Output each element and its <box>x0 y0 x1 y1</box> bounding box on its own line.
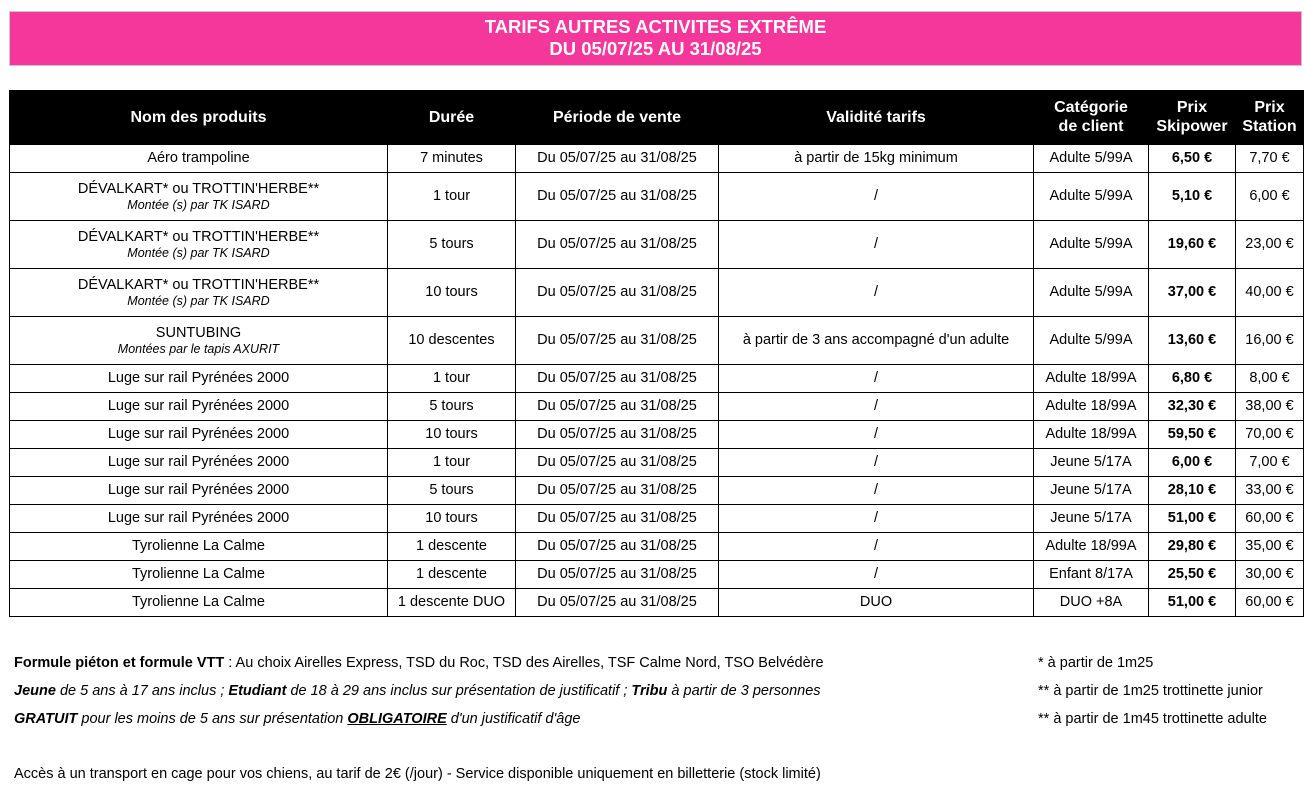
title-line-2: DU 05/07/25 AU 31/08/25 <box>549 38 762 59</box>
duration-value: 1 tour <box>432 370 471 386</box>
period-value: Du 05/07/25 au 31/08/25 <box>537 150 697 166</box>
cell-category <box>1034 393 1149 421</box>
table-row <box>10 365 1304 393</box>
validity-value: / <box>873 566 879 582</box>
cell-duration <box>388 421 516 449</box>
cell-skipower <box>1149 505 1236 533</box>
category-value: Adulte 5/99A <box>1049 236 1133 252</box>
validity-value: à partir de 15kg minimum <box>794 150 958 166</box>
validity-value: / <box>873 370 879 386</box>
product-value: DÉVALKART* ou TROTTIN'HERBE** <box>77 180 320 197</box>
cell-period <box>516 505 719 533</box>
table-header-row <box>10 90 1304 145</box>
note-dogs: Accès à un transport en cage pour vos chiens, au tarif de 2€ (/jour) - Service disponible uniquement en billetterie (stock limité) <box>14 766 821 782</box>
category-value: DUO +8A <box>1059 594 1123 610</box>
station-value: 6,00 € <box>1249 188 1290 204</box>
cell-period <box>516 561 719 589</box>
period-value: Du 05/07/25 au 31/08/25 <box>537 454 697 470</box>
duration-value: 5 tours <box>429 236 474 252</box>
duration-value: 5 tours <box>429 398 474 414</box>
station-value: 23,00 € <box>1245 236 1294 252</box>
validity-value: / <box>873 188 879 204</box>
cell-skipower <box>1149 561 1236 589</box>
category-value: Enfant 8/17A <box>1049 566 1133 582</box>
cell-category <box>1034 421 1149 449</box>
cell-duration <box>388 145 516 173</box>
footnote-2: ** à partir de 1m25 trottinette junior <box>1038 683 1263 699</box>
cell-period <box>516 365 719 393</box>
note-gratuit-end: d'un justificatif d'âge <box>446 711 581 727</box>
product-value: Tyrolienne La Calme <box>132 594 265 610</box>
table-row <box>10 505 1304 533</box>
note-formula <box>14 654 824 672</box>
period-value: Du 05/07/25 au 31/08/25 <box>537 426 697 442</box>
header-skipower-l2: Skipower <box>1156 118 1228 135</box>
station-value: 30,00 € <box>1245 566 1294 582</box>
cell-period <box>516 317 719 365</box>
note-tribu-bold: Tribu <box>631 683 668 699</box>
cell-validity <box>719 269 1034 317</box>
period-value: Du 05/07/25 au 31/08/25 <box>537 236 697 252</box>
footnote-1: * à partir de 1m25 <box>1038 655 1154 671</box>
cell-period <box>516 269 719 317</box>
note-etudiant-bold: Etudiant <box>228 683 287 699</box>
cell-period <box>516 145 719 173</box>
note-tribu-text: à partir de 3 personnes <box>667 683 821 699</box>
category-value: Adulte 5/99A <box>1049 284 1133 300</box>
category-value: Adulte 5/99A <box>1049 150 1133 166</box>
skipower-value: 59,50 € <box>1167 426 1217 442</box>
category-value: Adulte 18/99A <box>1045 538 1137 554</box>
period-value: Du 05/07/25 au 31/08/25 <box>537 370 697 386</box>
header-product: Nom des produits <box>10 90 388 145</box>
cell-product <box>10 317 388 365</box>
duration-value: 7 minutes <box>420 150 483 166</box>
duration-value: 5 tours <box>429 482 474 498</box>
duration-value: 1 descente DUO <box>397 594 506 610</box>
cell-period <box>516 589 719 617</box>
cell-product <box>10 505 388 533</box>
period-value: Du 05/07/25 au 31/08/25 <box>537 398 697 414</box>
station-value: 38,00 € <box>1245 398 1294 414</box>
cell-product <box>10 173 388 221</box>
cell-category <box>1034 145 1149 173</box>
cell-category <box>1034 589 1149 617</box>
cell-station <box>1236 173 1304 221</box>
duration-value: 10 descentes <box>408 332 495 348</box>
category-value: Adulte 5/99A <box>1049 188 1133 204</box>
cell-validity <box>719 393 1034 421</box>
station-value: 60,00 € <box>1245 510 1294 526</box>
validity-value: / <box>873 284 879 300</box>
title-line-1: TARIFS AUTRES ACTIVITES EXTRÊME <box>484 16 827 37</box>
category-value: Adulte 18/99A <box>1045 426 1137 442</box>
period-value: Du 05/07/25 au 31/08/25 <box>537 538 697 554</box>
cell-duration <box>388 533 516 561</box>
header-duration: Durée <box>388 90 516 145</box>
station-value: 33,00 € <box>1245 482 1294 498</box>
period-value: Du 05/07/25 au 31/08/25 <box>537 332 697 348</box>
skipower-value: 13,60 € <box>1167 332 1217 348</box>
cell-validity <box>719 589 1034 617</box>
product-value: Luge sur rail Pyrénées 2000 <box>107 482 290 498</box>
product-value: Tyrolienne La Calme <box>132 566 265 582</box>
cell-period <box>516 221 719 269</box>
cell-product <box>10 365 388 393</box>
cell-skipower <box>1149 173 1236 221</box>
cell-validity <box>719 449 1034 477</box>
cell-validity <box>719 505 1034 533</box>
cell-station <box>1236 533 1304 561</box>
validity-value: / <box>873 482 879 498</box>
cell-category <box>1034 505 1149 533</box>
cell-station <box>1236 221 1304 269</box>
cell-skipower <box>1149 221 1236 269</box>
cell-station <box>1236 145 1304 173</box>
period-value: Du 05/07/25 au 31/08/25 <box>537 188 697 204</box>
cell-category <box>1034 477 1149 505</box>
cell-category <box>1034 449 1149 477</box>
table-body <box>10 145 1304 617</box>
cell-skipower <box>1149 393 1236 421</box>
duration-value: 10 tours <box>425 426 478 442</box>
cell-period <box>516 421 719 449</box>
table-row <box>10 393 1304 421</box>
validity-value: / <box>873 454 879 470</box>
skipower-value: 32,30 € <box>1167 398 1217 414</box>
skipower-value: 37,00 € <box>1167 284 1217 300</box>
header-skipower <box>1149 90 1236 145</box>
header-station-l2: Station <box>1242 118 1297 135</box>
cell-station <box>1236 589 1304 617</box>
skipower-value: 29,80 € <box>1167 538 1217 554</box>
category-value: Jeune 5/17A <box>1050 510 1132 526</box>
cell-product <box>10 533 388 561</box>
table-row <box>10 221 1304 269</box>
cell-validity <box>719 533 1034 561</box>
period-value: Du 05/07/25 au 31/08/25 <box>537 594 697 610</box>
cell-product <box>10 589 388 617</box>
station-value: 40,00 € <box>1245 284 1294 300</box>
cell-product <box>10 393 388 421</box>
product-value: DÉVALKART* ou TROTTIN'HERBE** <box>77 228 320 245</box>
product-subtitle: Montée (s) par TK ISARD <box>127 293 270 308</box>
cell-validity <box>719 173 1034 221</box>
duration-value: 1 descente <box>416 538 487 554</box>
cell-period <box>516 393 719 421</box>
period-value: Du 05/07/25 au 31/08/25 <box>537 284 697 300</box>
cell-station <box>1236 505 1304 533</box>
skipower-value: 6,80 € <box>1171 370 1213 386</box>
category-value: Adulte 18/99A <box>1045 370 1137 386</box>
skipower-value: 6,00 € <box>1171 454 1213 470</box>
cell-skipower <box>1149 365 1236 393</box>
header-station-l1: Prix <box>1254 99 1285 116</box>
cell-period <box>516 173 719 221</box>
duration-value: 1 tour <box>432 454 471 470</box>
cell-validity <box>719 221 1034 269</box>
category-value: Jeune 5/17A <box>1050 482 1132 498</box>
header-category <box>1034 90 1149 145</box>
cell-category <box>1034 221 1149 269</box>
category-value: Adulte 5/99A <box>1049 332 1133 348</box>
cell-category <box>1034 317 1149 365</box>
station-value: 8,00 € <box>1249 370 1290 386</box>
cell-skipower <box>1149 421 1236 449</box>
cell-station <box>1236 477 1304 505</box>
station-value: 7,00 € <box>1249 454 1290 470</box>
skipower-value: 28,10 € <box>1167 482 1217 498</box>
table-row <box>10 421 1304 449</box>
cell-period <box>516 533 719 561</box>
cell-station <box>1236 393 1304 421</box>
header-validity: Validité tarifs <box>719 90 1034 145</box>
cell-station <box>1236 561 1304 589</box>
cell-validity <box>719 145 1034 173</box>
cell-validity <box>719 365 1034 393</box>
duration-value: 1 descente <box>416 566 487 582</box>
cell-duration <box>388 449 516 477</box>
cell-duration <box>388 365 516 393</box>
note-etudiant-text: de 18 à 29 ans inclus sur présentation de justificatif ; <box>286 683 632 699</box>
cell-duration <box>388 505 516 533</box>
header-station <box>1236 90 1304 145</box>
note-jeune-text: de 5 ans à 17 ans inclus ; <box>55 683 229 699</box>
product-subtitle: Montée (s) par TK ISARD <box>127 245 270 260</box>
note-formula-text: : Au choix Airelles Express, TSD du Roc, TSD des Airelles, TSF Calme Nord, TSO Belvédère <box>224 655 824 671</box>
cell-duration <box>388 393 516 421</box>
cell-product <box>10 221 388 269</box>
cell-duration <box>388 173 516 221</box>
station-value: 60,00 € <box>1245 594 1294 610</box>
product-value: Luge sur rail Pyrénées 2000 <box>107 426 290 442</box>
cell-station <box>1236 317 1304 365</box>
skipower-value: 5,10 € <box>1171 188 1213 204</box>
product-value: SUNTUBING <box>155 324 242 341</box>
cell-duration <box>388 561 516 589</box>
skipower-value: 19,60 € <box>1167 236 1217 252</box>
cell-product <box>10 145 388 173</box>
station-value: 35,00 € <box>1245 538 1294 554</box>
product-value: Luge sur rail Pyrénées 2000 <box>107 454 290 470</box>
cell-validity <box>719 317 1034 365</box>
station-value: 70,00 € <box>1245 426 1294 442</box>
product-subtitle: Montée (s) par TK ISARD <box>127 197 270 212</box>
duration-value: 10 tours <box>425 284 478 300</box>
cell-validity <box>719 421 1034 449</box>
note-jeune-bold: Jeune <box>14 683 56 699</box>
cell-category <box>1034 173 1149 221</box>
validity-value: / <box>873 510 879 526</box>
product-value: Luge sur rail Pyrénées 2000 <box>107 510 290 526</box>
header-period: Période de vente <box>516 90 719 145</box>
cell-category <box>1034 365 1149 393</box>
cell-skipower <box>1149 589 1236 617</box>
cell-skipower <box>1149 145 1236 173</box>
cell-skipower <box>1149 449 1236 477</box>
validity-value: DUO <box>859 594 893 610</box>
cell-station <box>1236 365 1304 393</box>
cell-validity <box>719 477 1034 505</box>
cell-category <box>1034 561 1149 589</box>
period-value: Du 05/07/25 au 31/08/25 <box>537 510 697 526</box>
validity-value: / <box>873 538 879 554</box>
cell-period <box>516 449 719 477</box>
validity-value: / <box>873 398 879 414</box>
validity-value: à partir de 3 ans accompagné d'un adulte <box>742 332 1010 348</box>
note-obligatoire: OBLIGATOIRE <box>347 711 447 727</box>
cell-category <box>1034 269 1149 317</box>
cell-product <box>10 269 388 317</box>
skipower-value: 25,50 € <box>1167 566 1217 582</box>
duration-value: 1 tour <box>432 188 471 204</box>
note-categories <box>14 682 821 700</box>
table-row <box>10 145 1304 173</box>
note-formula-bold: Formule piéton et formule VTT <box>14 655 225 671</box>
header-category-l1: Catégorie <box>1054 99 1128 116</box>
header-category-l2: de client <box>1058 118 1124 135</box>
skipower-value: 6,50 € <box>1171 150 1213 166</box>
cell-product <box>10 421 388 449</box>
station-value: 7,70 € <box>1249 150 1290 166</box>
table-row <box>10 477 1304 505</box>
note-gratuit-text: pour les moins de 5 ans sur présentation <box>77 711 348 727</box>
table-row <box>10 269 1304 317</box>
note-gratuit-bold: GRATUIT <box>14 711 78 727</box>
cell-skipower <box>1149 533 1236 561</box>
cell-category <box>1034 533 1149 561</box>
cell-skipower <box>1149 477 1236 505</box>
cell-skipower <box>1149 269 1236 317</box>
cell-station <box>1236 269 1304 317</box>
cell-product <box>10 561 388 589</box>
validity-value: / <box>873 236 879 252</box>
product-subtitle: Montées par le tapis AXURIT <box>117 341 280 356</box>
duration-value: 10 tours <box>425 510 478 526</box>
cell-station <box>1236 449 1304 477</box>
table-row <box>10 561 1304 589</box>
cell-station <box>1236 421 1304 449</box>
station-value: 16,00 € <box>1245 332 1294 348</box>
skipower-value: 51,00 € <box>1167 510 1217 526</box>
cell-period <box>516 477 719 505</box>
table-row <box>10 449 1304 477</box>
cell-duration <box>388 221 516 269</box>
validity-value: / <box>873 426 879 442</box>
header-skipower-l1: Prix <box>1176 99 1208 116</box>
cell-duration <box>388 317 516 365</box>
price-table <box>9 90 1304 617</box>
cell-duration <box>388 589 516 617</box>
product-value: Luge sur rail Pyrénées 2000 <box>107 370 290 386</box>
period-value: Du 05/07/25 au 31/08/25 <box>537 482 697 498</box>
table-row <box>10 317 1304 365</box>
skipower-value: 51,00 € <box>1167 594 1217 610</box>
cell-duration <box>388 269 516 317</box>
cell-skipower <box>1149 317 1236 365</box>
cell-duration <box>388 477 516 505</box>
product-value: Tyrolienne La Calme <box>132 538 265 554</box>
period-value: Du 05/07/25 au 31/08/25 <box>537 566 697 582</box>
note-gratuit <box>14 710 580 728</box>
product-value: Luge sur rail Pyrénées 2000 <box>107 398 290 414</box>
table-row <box>10 533 1304 561</box>
product-value: Aéro trampoline <box>147 150 250 166</box>
footnote-3: ** à partir de 1m45 trottinette adulte <box>1038 711 1267 727</box>
cell-product <box>10 449 388 477</box>
category-value: Jeune 5/17A <box>1050 454 1132 470</box>
product-value: DÉVALKART* ou TROTTIN'HERBE** <box>77 276 320 293</box>
category-value: Adulte 18/99A <box>1045 398 1137 414</box>
table-row <box>10 589 1304 617</box>
title-banner <box>9 11 1302 66</box>
table-row <box>10 173 1304 221</box>
cell-validity <box>719 561 1034 589</box>
cell-product <box>10 477 388 505</box>
